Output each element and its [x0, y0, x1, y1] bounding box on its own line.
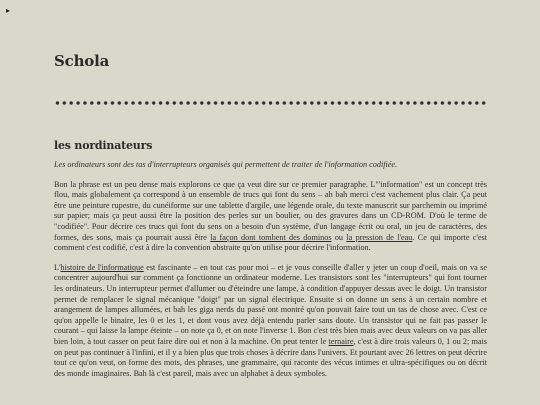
paragraph-1 [54, 180, 487, 254]
article-body [54, 160, 487, 388]
paragraph-2-text-end: , c'est à dire trois valeurs 0, 1 ou 2; mais on peut pas continuer à l'infini, et il y a bien plus que trois choses à décrire dans l'univers. Et pourtant avec 26 lettres on peut décrire tout ce qu'on veut, on forme des mots, des phrases, une grammaire, qui raconte des vécus intimes et ultra-spécifiques ou on décrit des monde imaginaires. Bah là c'est pareil, mais avec un alphabet à deux symboles. [54, 336, 487, 378]
computing-history-link[interactable]: histoire de l'informatique [60, 262, 144, 272]
lead-paragraph: Les ordinateurs sont des tas d'interrupteurs organisés qui permettent de traiter de l'information codifiée. [54, 160, 398, 169]
expand-toggle-icon[interactable]: ▸ [6, 6, 11, 15]
paragraph-1-text-start: Bon la phrase est un peu dense mais explorons ce que ça veut dire sur ce premier paragraphe. L'"information" est un concept très flou, mais globalement ça correspond à un ensemble de trucs qui font du sens – ah bah merci c'est vachement plus clair. Ça peut être une peinture rupestre, du cunéiforme sur une tablette d'argile, une légende orale, du texte manuscrit sur parchemin ou imprimé sur papier; mais ça peut aussi être la position des perles sur un boulier, ou des gravures dans un CD-ROM. D'où le terme de "codifiée". Pour décrire ces trucs qui font du sens on a besoin d'un système, d'un langage écrit ou oral, un jeu de caractères, des formes, des sons, mais ça pourrait aussi être [54, 179, 487, 242]
paragraph-2 [54, 263, 487, 380]
water-pressure-link[interactable]: la pression de l'eau [346, 232, 413, 242]
paragraph-2-text-start: L' [54, 262, 61, 272]
paragraph-1-text-mid: ou [331, 232, 347, 242]
paragraph-1-text-end: . Ce qui importe c'est comment c'est codifié, c'est à dire la convention abstraite qu'on utilise pour décrire l'information. [54, 232, 487, 253]
paragraph-2-text-mid: est fascinante – en tout cas pour moi – et je vous conseille d'aller y jeter un coup d'oeil, mais on va se concentrer aujourd'hui sur comment ça fonctionne un ordinateur moderne. Les transistors sont les "interrupteurs" qui font tourner les ordinateurs. Un interrupteur permet d'allumer ou d'éteindre une lampe, à condition d'appuyer dessus avec le doigt. Un transistor permet de remplacer le signal mécanique "doigt" par un signal électrique. Ensuite si on donne un sens à un certain nombre et arangement de lampes allumées, et bah les giga nerds du passé ont montré qu'on pouvait faire tout un tas de chose avec. C'est ce qu'on appelle le binaire, les 0 et les 1, et dont vous avez déjà entendu parler sans doute. Un transistor qui ne fait pas passer le courant – qui laisse la lampe éteinte – on note ça 0, et on note l'inverse 1. Bon c'est très bien mais avec deux valeurs on va pas aller bien loin, à tout casser on peut faire dire oui et non à la machine. On peut tenter le [54, 262, 487, 346]
section-title: les nordinateurs [54, 139, 153, 152]
dominos-link[interactable]: la façon dont tombent des dominos [210, 232, 332, 242]
site-title[interactable]: Schola [54, 52, 110, 70]
ternary-link[interactable]: ternaire [328, 336, 354, 346]
dotted-divider [54, 101, 486, 105]
